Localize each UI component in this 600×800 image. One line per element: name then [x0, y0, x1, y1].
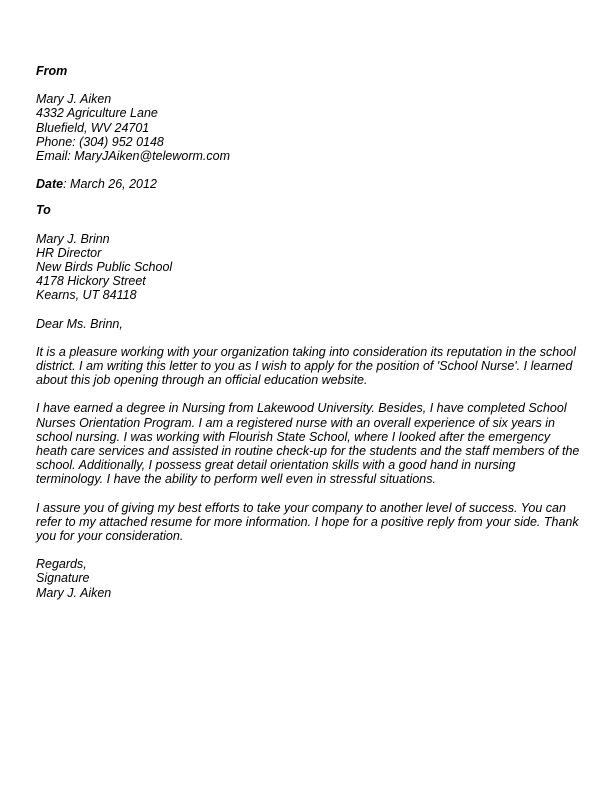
recipient-street: 4178 Hickory Street	[36, 274, 146, 289]
paragraph-line: school nursing. I was working with Flourish State School, where I looked after the emergency	[36, 429, 551, 444]
body-paragraph	[36, 344, 576, 388]
date-value: : March 26, 2012	[63, 177, 157, 192]
recipient-org: New Birds Public School	[36, 260, 173, 275]
from-heading: From	[36, 64, 68, 78]
sender-name: Mary J. Aiken	[36, 92, 112, 107]
signer-name: Mary J. Aiken	[36, 585, 112, 600]
closing-section	[36, 557, 564, 600]
paragraph-line: about this job opening through an official education website.	[36, 373, 368, 388]
sender-phone: Phone: (304) 952 0148	[36, 134, 164, 149]
paragraph-line: terminology. I have the ability to perform well even in stressful situations.	[36, 472, 436, 487]
paragraph-line: refer to my attached resume for more information. I hope for a positive reply from your side. Thank	[36, 514, 579, 529]
sender-email: Email: MaryJAiken@teleworm.com	[36, 149, 230, 164]
paragraph-line: district. I am writing this letter to you as I wish to apply for the position of 'School Nurse'. I learned	[36, 359, 573, 374]
paragraph-line: you for your consideration.	[36, 529, 184, 544]
paragraph-line: I assure you of giving my best efforts to take your company to another level of success. You can	[36, 500, 566, 515]
paragraph-line: I have earned a degree in Nursing from Lakewood University. Besides, I have completed School	[36, 401, 567, 416]
sender-city: Bluefield, WV 24701	[36, 120, 150, 135]
salutation: Dear Ms. Brinn,	[36, 316, 123, 331]
signature: Signature	[36, 571, 90, 586]
recipient-name: Mary J. Brinn	[36, 231, 110, 246]
recipient-title: HR Director	[36, 245, 102, 260]
to-heading: To	[36, 203, 51, 218]
recipient-city: Kearns, UT 84118	[36, 288, 137, 303]
paragraph-line: heath care services and assisted in routine check-up for the students and the staff members of the	[36, 444, 580, 459]
closing: Regards,	[36, 557, 87, 572]
body-paragraph	[36, 500, 579, 544]
paragraph-line: Nurses Orientation Program. I am a registered nurse with an overall experience of six years in	[36, 415, 555, 430]
date-label: Date	[36, 177, 64, 192]
letter-page	[36, 64, 580, 600]
from-section	[36, 64, 564, 163]
sender-street: 4332 Agriculture Lane	[36, 106, 158, 121]
date-line	[36, 177, 564, 191]
paragraph-line: It is a pleasure working with your organization taking into consideration its reputation in the school	[36, 344, 576, 359]
paragraph-line: school. Additionally, I possess great detail orientation skills with a good hand in nursing	[36, 458, 516, 473]
body-paragraph	[36, 401, 580, 487]
to-section	[36, 203, 564, 302]
